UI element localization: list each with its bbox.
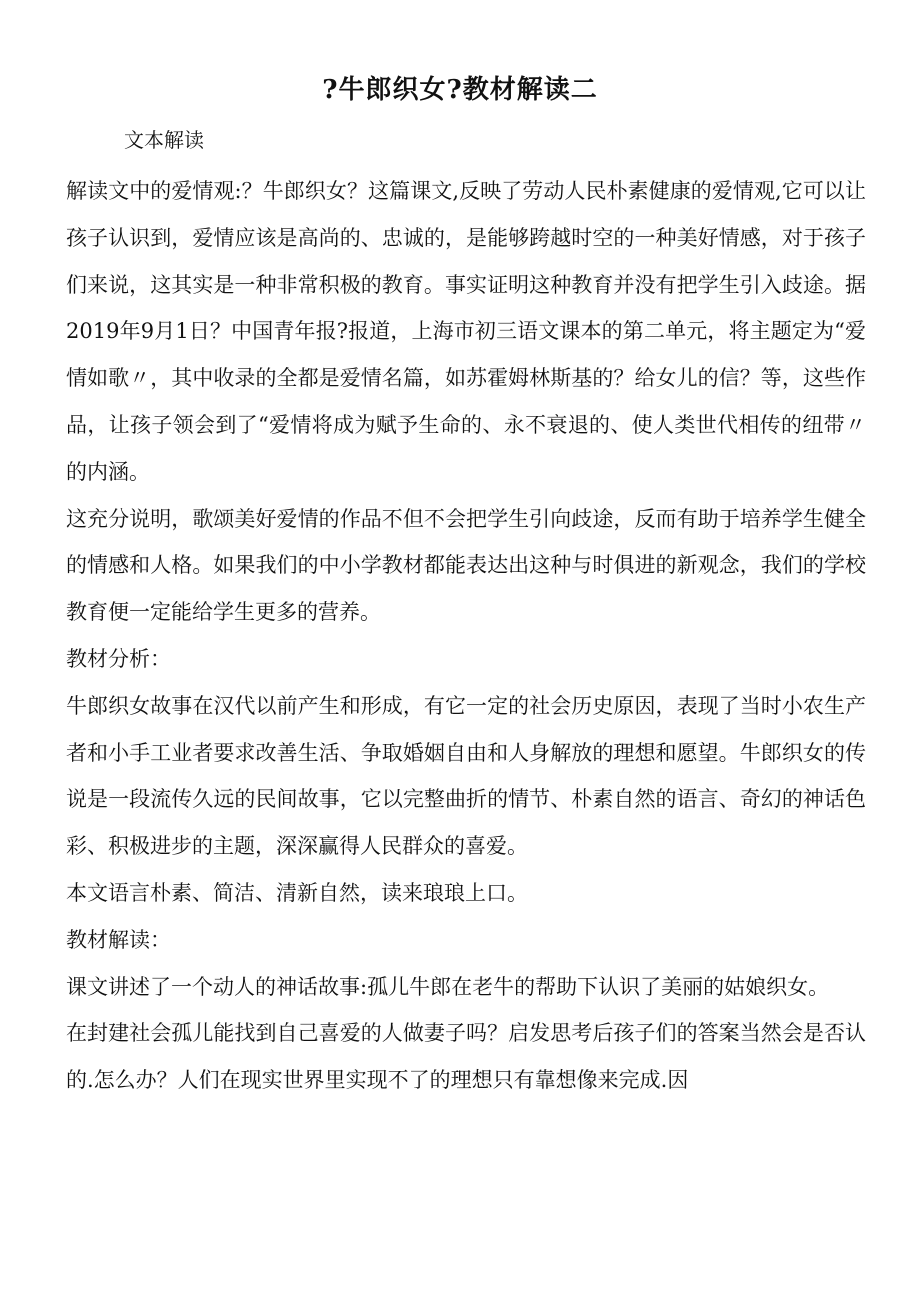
paragraph-conclusion: 这充分说明，歌颂美好爱情的作品不但不会把学生引向歧途，反而有助于培养学生健全的情感和人格。如果我们的中小学教材都能表达出这种与时俱进的新观念，我们的学校教育便一定能给学生更多的营养。 — [66, 506, 866, 625]
section-heading-text-analysis: 文本解读 — [124, 128, 204, 152]
paragraph-story-origin: 牛郎织女故事在汉代以前产生和形成，有它一定的社会历史原因，表现了当时小农生产者和小手工业者要求改善生活、争取婚姻自由和人身解放的理想和愿望。牛郎织女的传说是一段流传久远的民间故事，它以完整曲折的情节、朴素自然的语言、奇幻的神话色彩、积极进步的主题，深深赢得人民群众的喜爱。 — [66, 693, 866, 859]
section-heading-material-reading: 教材解读： — [66, 927, 171, 952]
document-body — [66, 168, 866, 1104]
paragraph-story-summary: 课文讲述了一个动人的神话故事:孤儿牛郎在老牛的帮助下认识了美丽的姑娘织女。 — [66, 974, 830, 999]
paragraph-discussion: 在封建社会孤儿能找到自己喜爱的人做妻子吗？启发思考后孩子们的答案当然会是否认的.怎么办？人们在现实世界里实现不了的理想只有靠想像来完成.因 — [66, 1021, 866, 1093]
document-title: ?牛郎织女?教材解读二 — [322, 75, 598, 105]
paragraph-language-style: 本文语言朴素、简洁、清新自然，读来琅琅上口。 — [66, 880, 528, 905]
paragraph-love-view: 解读文中的爱情观:？牛郎织女？这篇课文,反映了劳动人民朴素健康的爱情观,它可以让孩子认识到，爱情应该是高尚的、忠诚的，是能够跨越时空的一种美好情感，对于孩子们来说，这其实是一种非常积极的教育。事实证明这种教育并没有把学生引入歧途。据2019年9月1日？中国青年报?报道，上海市初三语文课本的第二单元，将主题定为“爱情如歌〃，其中收录的全都是爱情名篇，如苏霍姆林斯基的？给女儿的信？等，这些作品，让孩子领会到了“爱情将成为赋予生命的、永不衰退的、使人类世代相传的纽带〃的内涵。 — [66, 179, 866, 484]
section-heading-material-analysis: 教材分析： — [66, 646, 171, 671]
